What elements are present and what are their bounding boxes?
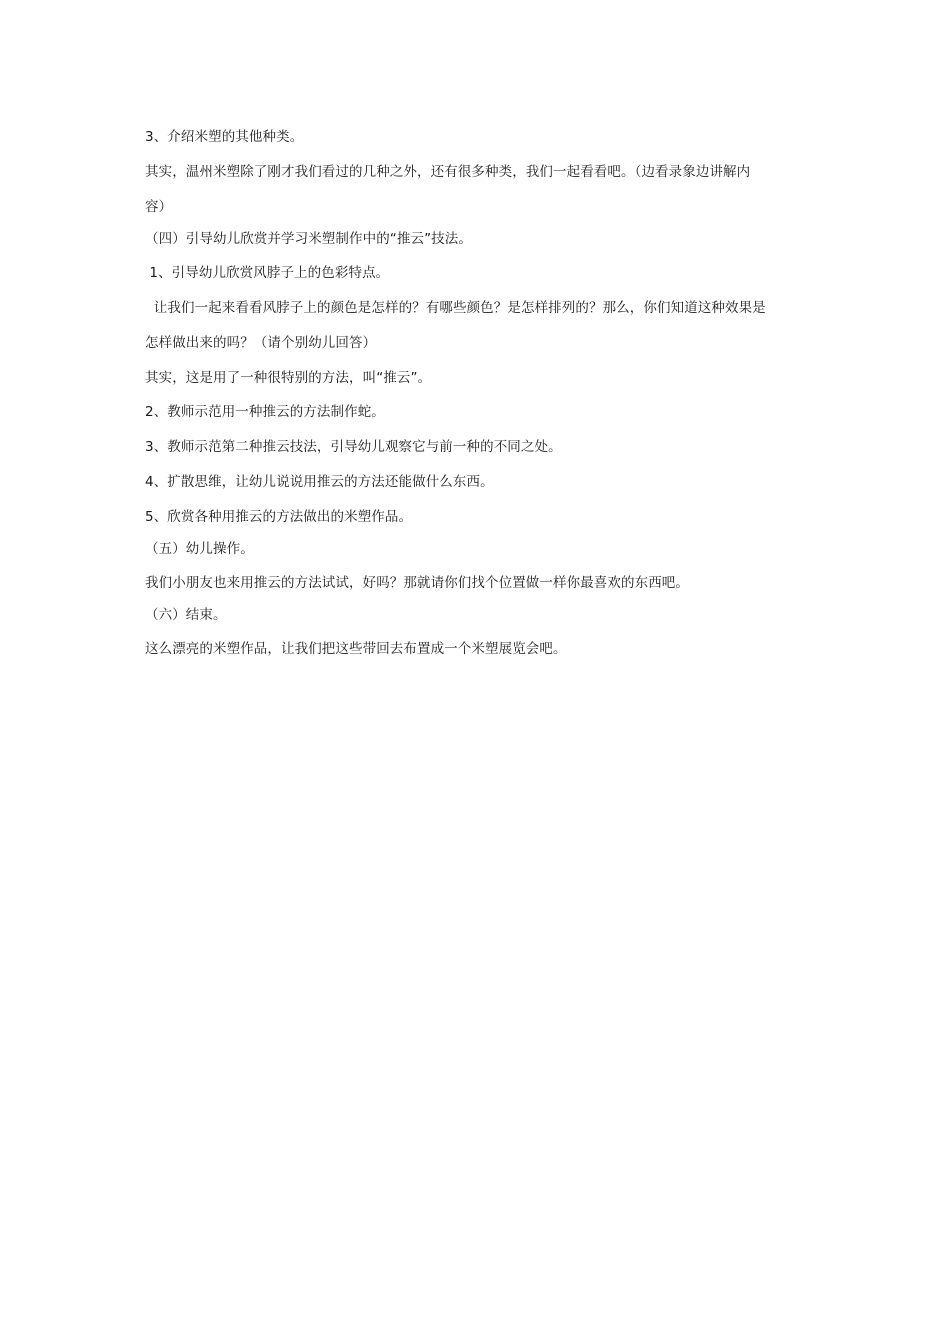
text-line-section4-item1: 1、引导幼儿欣赏风脖子上的色彩特点。 — [145, 265, 390, 281]
text-line-paragraph-tuiyun: 其实，这是用了一种很特别的方法，叫“推云”。 — [145, 370, 432, 386]
text-line-section4-item5: 5、欣赏各种用推云的方法做出的米塑作品。 — [145, 509, 413, 525]
text-line-section3-item3: 3、介绍米塑的其他种类。 — [145, 129, 304, 145]
text-line-section4-item4: 4、扩散思维，让幼儿说说用推云的方法还能做什么东西。 — [145, 474, 494, 490]
text-line-section-five-heading: （五）幼儿操作。 — [145, 541, 254, 557]
text-line-section4-item2: 2、教师示范用一种推云的方法制作蛇。 — [145, 404, 385, 420]
text-line-paragraph-operation: 我们小朋友也来用推云的方法试试，好吗？那就请你们找个位置做一样你最喜欢的东西吧。 — [145, 575, 689, 591]
text-line-section4-item3: 3、教师示范第二种推云技法，引导幼儿观察它与前一种的不同之处。 — [145, 439, 562, 455]
text-line-paragraph-colors-cont: 怎样做出来的吗？（请个别幼儿回答） — [145, 335, 377, 351]
text-line-paragraph-other-types-cont: 容） — [145, 199, 173, 215]
text-line-section-four-heading: （四）引导幼儿欣赏并学习米塑制作中的“推云”技法。 — [145, 231, 472, 247]
text-line-section-six-heading: （六）结束。 — [145, 607, 227, 623]
text-line-paragraph-ending: 这么漂亮的米塑作品，让我们把这些带回去布置成一个米塑展览会吧。 — [145, 641, 567, 657]
text-line-paragraph-colors: 让我们一起来看看风脖子上的颜色是怎样的？有哪些颜色？是怎样排列的？那么，你们知道这种效果是 — [145, 300, 766, 316]
text-line-paragraph-other-types: 其实，温州米塑除了刚才我们看过的几种之外，还有很多种类，我们一起看看吧。（边看录象边讲解内 — [145, 164, 751, 180]
